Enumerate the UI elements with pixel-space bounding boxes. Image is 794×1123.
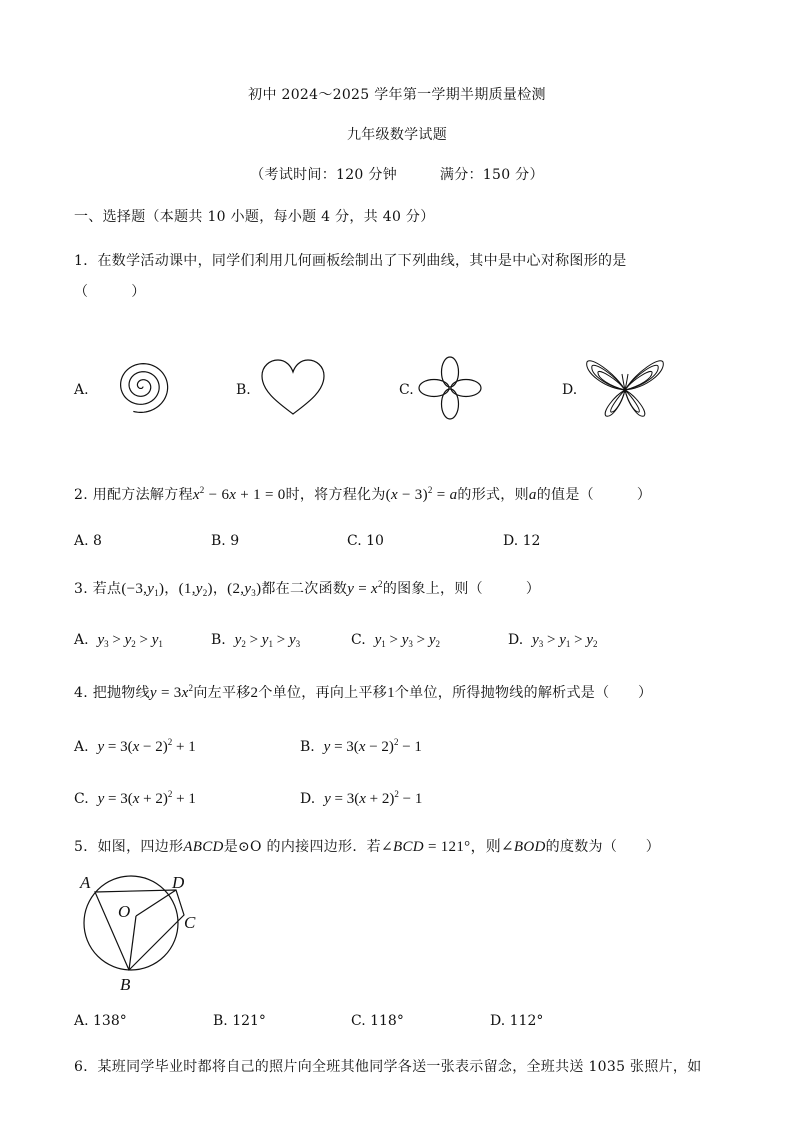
q2-option-c: C. 10: [347, 533, 384, 549]
q5-option-b: B. 121°: [213, 1013, 266, 1029]
q3-option-a: A. $y_3 > y_2 > y_1$: [74, 632, 163, 649]
q4-option-c: C. $y = 3(x + 2)^2 + 1$: [74, 789, 196, 807]
question-6-text: 6．某班同学毕业时都将自己的照片向全班其他同学各送一张表示留念，全班共送 1035 张照片，如: [74, 1059, 702, 1075]
q5-option-c: C. 118°: [351, 1013, 404, 1029]
exam-subtitle: 九年级数学试题: [346, 127, 448, 143]
four-petal-icon: [420, 355, 480, 421]
q2-option-a: A. 8: [74, 533, 102, 549]
q3-option-b: B. $y_2 > y_1 > y_3$: [211, 632, 301, 649]
q2-option-b: B. 9: [211, 533, 240, 549]
q2-option-d: D. 12: [503, 533, 541, 549]
exam-title: 初中 2024～2025 学年第一学期半期质量检测: [248, 87, 546, 103]
question-1-text: 1．在数学活动课中，同学们利用几何画板绘制出了下列曲线，其中是中心对称图形的是: [74, 253, 627, 269]
q1-option-b-label: B.: [236, 382, 251, 398]
butterfly-icon: [584, 354, 666, 420]
q3-option-d: D. $y_3 > y_1 > y_2$: [508, 632, 598, 649]
question-2: 2. 用配方法解方程$x^2 - 6x + 1 = 0$时，将方程化为$(x - 3)^2 = a$的形式，则a的值是（ ）: [74, 485, 652, 503]
question-5: 5．如图，四边形ABCD是⊙O 的内接四边形．若∠BCD = 121°，则∠BOD的度数为（ ）: [74, 839, 661, 855]
q4-option-b: B. $y = 3(x - 2)^2 - 1$: [300, 737, 422, 755]
q3-option-c: C. $y_1 > y_3 > y_2$: [351, 632, 441, 649]
circle-figure: [74, 868, 214, 998]
spiral-icon: [96, 358, 168, 414]
label-a: A: [80, 873, 91, 892]
q4-option-d: D. $y = 3(x + 2)^2 - 1$: [300, 789, 423, 807]
label-o: O: [118, 902, 131, 921]
label-b: B: [120, 975, 131, 994]
label-d: D: [172, 873, 185, 892]
question-1-paren: （ ）: [74, 284, 146, 300]
heart-icon: [258, 358, 328, 416]
q5-option-d: D. 112°: [490, 1013, 544, 1029]
question-4: 4. 把抛物线$y = 3x^2$向左平移2个单位，再向上平移1个单位，所得抛物线的解析式是（ ）: [74, 683, 653, 701]
q4-option-a: A. $y = 3(x - 2)^2 + 1$: [74, 737, 196, 755]
question-3: 3. 若点$(-3,y_1)$，$(1,y_2)$，$(2,y_3)$都在二次函数$y = x^2$的图象上，则（ ）: [74, 579, 541, 598]
q1-option-d-label: D.: [562, 382, 578, 398]
exam-info: （考试时间：120 分钟 满分：150 分）: [250, 167, 544, 183]
label-c: C: [184, 913, 196, 932]
q1-option-a-label: A.: [74, 382, 89, 398]
section-heading: 一、选择题（本题共 10 小题，每小题 4 分，共 40 分）: [74, 209, 435, 225]
q1-option-c-label: C.: [399, 382, 414, 398]
q5-option-a: A. 138°: [74, 1013, 127, 1029]
